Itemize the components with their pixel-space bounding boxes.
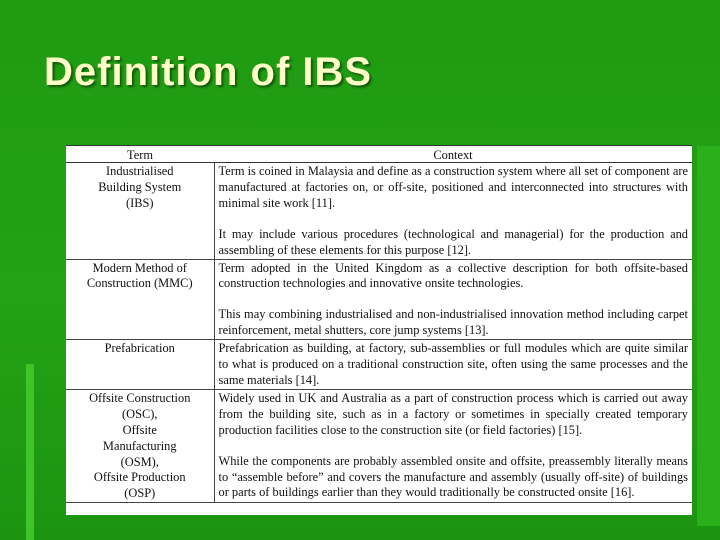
term-line: (IBS) bbox=[125, 195, 154, 210]
term-line: Prefabrication bbox=[104, 341, 175, 356]
definition-table-image bbox=[66, 145, 692, 515]
term-cell bbox=[66, 163, 214, 260]
context-paragraph: Term is coined in Malaysia and define as a construction system where all set of component are manufactured at factories on, or off-site, positioned and interconnected into structures with minimal site work [11]. bbox=[218, 164, 688, 210]
context-cell bbox=[214, 389, 692, 502]
context-cell bbox=[214, 259, 692, 340]
header-context: Context bbox=[214, 146, 692, 163]
term-line: Manufacturing bbox=[102, 438, 177, 453]
definition-table bbox=[66, 145, 692, 503]
term-line: Building System bbox=[98, 179, 182, 194]
context-paragraph: Term adopted in the United Kingdom as a collective description for both offsite-based construction technologies and innovative onsite technologies. bbox=[218, 260, 688, 291]
context-paragraph: It may include various procedures (technological and managerial) for the production and assembling of these elements for this purpose [12]. bbox=[218, 226, 688, 257]
term-line: Offsite bbox=[122, 422, 157, 437]
term-line: Offsite Production bbox=[93, 470, 186, 485]
term-line: Industrialised bbox=[106, 164, 174, 178]
context-paragraph: While the components are probably assembled onsite and offsite, preassembly literally means to “assemble before” and covers the manufacture and assembly (usually off-site) of buildings or parts of buildings earlier than they would traditionally be constructed onsite [16]. bbox=[218, 453, 688, 500]
context-paragraph: Prefabrication as building, at factory, sub-assemblies or full modules which are quite similar to what is produced on a traditional construction site, often using the same processes and the same materials [14]. bbox=[218, 341, 688, 387]
table-row-offsite bbox=[66, 389, 692, 502]
term-cell bbox=[66, 340, 214, 390]
term-line: (OSP) bbox=[124, 486, 156, 501]
term-line: (OSC), bbox=[122, 406, 158, 421]
term-line: (OSM), bbox=[120, 454, 159, 469]
context-paragraph: This may combining industrialised and non-industrialised innovation method including carpet reinforcement, metal shutters, core jump systems [13]. bbox=[218, 307, 688, 338]
term-cell bbox=[66, 389, 214, 502]
context-cell bbox=[214, 163, 692, 260]
table-row-mmc bbox=[66, 259, 692, 340]
table-header-row bbox=[66, 146, 692, 163]
slide-title: Definition of IBS bbox=[44, 50, 373, 94]
table-row-prefabrication bbox=[66, 340, 692, 390]
table-row-ibs bbox=[66, 163, 692, 260]
term-cell bbox=[66, 259, 214, 340]
decorative-bar bbox=[26, 364, 34, 540]
decorative-side-panel bbox=[697, 146, 720, 526]
header-term: Term bbox=[66, 146, 214, 163]
term-line: Modern Method of bbox=[92, 260, 187, 275]
term-line: Construction (MMC) bbox=[86, 276, 193, 291]
context-cell bbox=[214, 340, 692, 390]
term-line: Offsite Construction bbox=[89, 390, 191, 405]
context-paragraph: Widely used in UK and Australia as a part of construction process which is carried out away from the building site, such as in a factory or sometimes in specially created temporary production facilities close to the construction site (or field factories) [15]. bbox=[218, 390, 688, 437]
